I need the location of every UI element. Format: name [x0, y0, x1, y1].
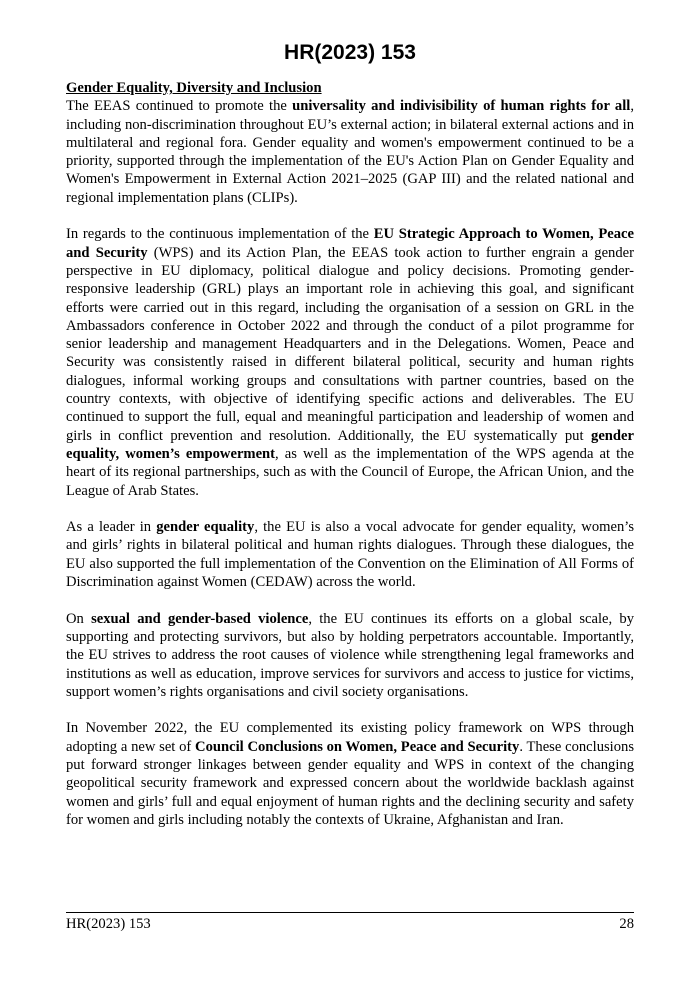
bold-phrase: gender equality: [156, 519, 255, 536]
text-run: , as well as the implementation of the WPS agenda at the heart of its regional partnerships, such as with the Council of Europe, the African Union, and the League of Arab States.: [66, 445, 634, 499]
bold-phrase: universality and indivisibility of human rights for all: [292, 98, 631, 115]
body-paragraph: [66, 225, 634, 499]
text-run: , including non-discrimination throughout EU’s external action; in bilateral external actions and in multilateral and regional fora. Gender equality and women's empowerment continued to be a priority, supported through the implementation of the EU's Action Plan on Gender Equality and Women's Empowerment in External Action 2021–2025 (GAP III) and the related national and regional implementation plans (CLIPs).: [66, 98, 634, 206]
page-number: 28: [619, 916, 634, 932]
body-paragraph: [66, 610, 634, 701]
body-paragraph: [66, 719, 634, 829]
text-run: On: [66, 610, 92, 627]
document-body: [66, 79, 634, 847]
footer-reference: HR(2023) 153: [66, 916, 151, 932]
page-footer: [66, 915, 634, 933]
section-heading: Gender Equality, Diversity and Inclusion: [66, 80, 322, 96]
text-run: , the EU is also a vocal advocate for gender equality, women’s and girls’ rights in bilateral political and human rights dialogues. Through these dialogues, the EU also supported the full implementation of the Convention on the Elimination of All Forms of Discrimination against Women (CEDAW) across the world.: [66, 519, 634, 591]
document-title: HR(2023) 153: [284, 41, 416, 64]
bold-phrase: Council Conclusions on Women, Peace and Security: [195, 738, 520, 755]
text-run: In November 2022, the EU complemented its existing policy framework on WPS through adopting a new set of: [66, 720, 634, 755]
body-paragraph: [66, 97, 634, 207]
body-paragraph: [66, 518, 634, 591]
text-run: (WPS) and its Action Plan, the EEAS took action to further engrain a gender perspective in EU diplomacy, political dialogue and policy decisions. Promoting gender-responsive leadership (GRL) plays an important role in achieving this goal, and significant efforts were carried out in this regard, including the organisation of a session on GRL in the Ambassadors conference in October 2022 and through the conduct of a pilot programme for senior leadership and management Headquarters and in the Delegations. Women, Peace and Security was consistently raised in different bilateral political, security and human rights dialogues, informal working groups and consultations with partner countries, based on the country contexts, with objective of identifying specific actions and deliverables. The EU continued to support the full, equal and meaningful participation and leadership of women and girls in conflict prevention and resolution. Additionally, the EU systematically put: [66, 244, 634, 444]
bold-phrase: sexual and gender-based violence: [91, 610, 309, 627]
text-run: , the EU continues its efforts on a global scale, by supporting and protecting survivors, but also by holding perpetrators accountable. Importantly, the EU strives to address the root causes of violence while strengthening legal frameworks and institutions as well as education, improve services for survivors and access to justice for victims, support women’s rights organisations and civil society organisations.: [66, 610, 634, 700]
footer-divider: [66, 912, 634, 913]
text-run: In regards to the continuous implementation of the: [66, 226, 374, 243]
paragraph-list: [66, 97, 634, 829]
text-run: . These conclusions put forward stronger linkages between gender equality and WPS in context of the changing geopolitical security framework and expressed concern about the worldwide backlash against women and girls’ full and equal enjoyment of human rights and the declining security and safety for women and girls including notably the contexts of Ukraine, Afghanistan and Iran.: [66, 738, 634, 828]
bold-phrase: EU Strategic Approach to Women, Peace and Security: [66, 226, 634, 261]
text-run: As a leader in: [66, 519, 157, 536]
bold-phrase: gender equality, women’s empowerment: [66, 427, 634, 462]
text-run: The EEAS continued to promote the: [66, 98, 293, 115]
